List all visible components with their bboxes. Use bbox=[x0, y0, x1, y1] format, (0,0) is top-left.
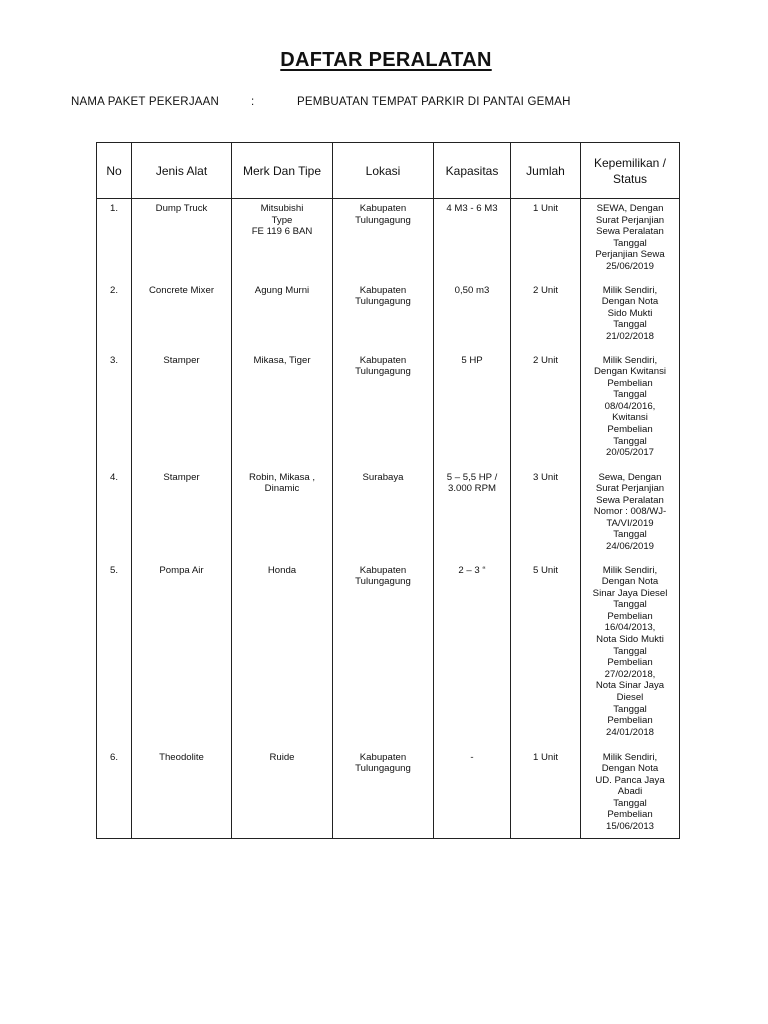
cell-lokasi: Kabupaten Tulungagung bbox=[333, 199, 434, 281]
cell-no: 4. bbox=[97, 468, 132, 561]
cell-merk-tipe: Ruide bbox=[232, 748, 333, 839]
cell-jumlah: 5 Unit bbox=[511, 561, 581, 748]
cell-no: 3. bbox=[97, 351, 132, 468]
cell-merk-tipe: Mitsubishi Type FE 119 6 BAN bbox=[232, 199, 333, 281]
cell-no: 6. bbox=[97, 748, 132, 839]
cell-kapasitas: - bbox=[434, 748, 511, 839]
header-kapasitas: Kapasitas bbox=[434, 143, 511, 199]
cell-jumlah: 2 Unit bbox=[511, 351, 581, 468]
cell-lokasi: Kabupaten Tulungagung bbox=[333, 561, 434, 748]
package-name-label: NAMA PAKET PEKERJAAN bbox=[71, 96, 220, 108]
equipment-table bbox=[96, 142, 680, 839]
cell-kepemilikan-status: Milik Sendiri, Dengan Nota Sinar Jaya Diesel Tanggal Pembelian 16/04/2013, Nota Sido Mukti Tanggal Pembelian 27/02/2018, Nota Sinar Jaya Diesel Tanggal Pembelian 24/01/2018 bbox=[581, 561, 680, 748]
table-row bbox=[97, 468, 680, 561]
cell-merk-tipe: Mikasa, Tiger bbox=[232, 351, 333, 468]
header-jumlah: Jumlah bbox=[511, 143, 581, 199]
cell-no: 1. bbox=[97, 199, 132, 281]
header-lokasi: Lokasi bbox=[333, 143, 434, 199]
cell-jenis-alat: Pompa Air bbox=[132, 561, 232, 748]
cell-jumlah: 1 Unit bbox=[511, 199, 581, 281]
cell-kapasitas: 5 HP bbox=[434, 351, 511, 468]
cell-kapasitas: 0,50 m3 bbox=[434, 281, 511, 351]
table-header-row bbox=[97, 143, 680, 199]
page-title: DAFTAR PERALATAN bbox=[280, 49, 492, 71]
cell-jenis-alat: Stamper bbox=[132, 468, 232, 561]
table-row bbox=[97, 281, 680, 351]
cell-jumlah: 3 Unit bbox=[511, 468, 581, 561]
cell-lokasi: Kabupaten Tulungagung bbox=[333, 351, 434, 468]
cell-kepemilikan-status: Sewa, Dengan Surat Perjanjian Sewa Peralatan Nomor : 008/WJ- TA/VI/2019 Tanggal 24/06/2019 bbox=[581, 468, 680, 561]
table-row bbox=[97, 351, 680, 468]
cell-no: 2. bbox=[97, 281, 132, 351]
header-merk-tipe: Merk Dan Tipe bbox=[232, 143, 333, 199]
cell-kepemilikan-status: Milik Sendiri, Dengan Nota UD. Panca Jaya Abadi Tanggal Pembelian 15/06/2013 bbox=[581, 748, 680, 839]
cell-merk-tipe: Agung Murni bbox=[232, 281, 333, 351]
cell-kepemilikan-status: Milik Sendiri, Dengan Kwitansi Pembelian Tanggal 08/04/2016, Kwitansi Pembelian Tanggal 20/05/2017 bbox=[581, 351, 680, 468]
cell-lokasi: Kabupaten Tulungagung bbox=[333, 281, 434, 351]
cell-jenis-alat: Concrete Mixer bbox=[132, 281, 232, 351]
table-row bbox=[97, 561, 680, 748]
cell-jumlah: 1 Unit bbox=[511, 748, 581, 839]
cell-kapasitas: 2 – 3 “ bbox=[434, 561, 511, 748]
cell-no: 5. bbox=[97, 561, 132, 748]
package-name-colon: : bbox=[251, 96, 255, 108]
cell-kapasitas: 5 – 5,5 HP / 3.000 RPM bbox=[434, 468, 511, 561]
cell-kepemilikan-status: SEWA, Dengan Surat Perjanjian Sewa Peralatan Tanggal Perjanjian Sewa 25/06/2019 bbox=[581, 199, 680, 281]
cell-lokasi: Kabupaten Tulungagung bbox=[333, 748, 434, 839]
table-row bbox=[97, 199, 680, 281]
header-kepemilikan-status: Kepemilikan / Status bbox=[581, 143, 680, 199]
cell-jenis-alat: Theodolite bbox=[132, 748, 232, 839]
cell-jenis-alat: Stamper bbox=[132, 351, 232, 468]
header-no: No bbox=[97, 143, 132, 199]
cell-jenis-alat: Dump Truck bbox=[132, 199, 232, 281]
cell-lokasi: Surabaya bbox=[333, 468, 434, 561]
package-name-value: PEMBUATAN TEMPAT PARKIR DI PANTAI GEMAH bbox=[297, 96, 571, 108]
cell-merk-tipe: Honda bbox=[232, 561, 333, 748]
table-row bbox=[97, 748, 680, 839]
cell-merk-tipe: Robin, Mikasa , Dinamic bbox=[232, 468, 333, 561]
cell-kepemilikan-status: Milik Sendiri, Dengan Nota Sido Mukti Tanggal 21/02/2018 bbox=[581, 281, 680, 351]
header-jenis-alat: Jenis Alat bbox=[132, 143, 232, 199]
cell-kapasitas: 4 M3 - 6 M3 bbox=[434, 199, 511, 281]
cell-jumlah: 2 Unit bbox=[511, 281, 581, 351]
